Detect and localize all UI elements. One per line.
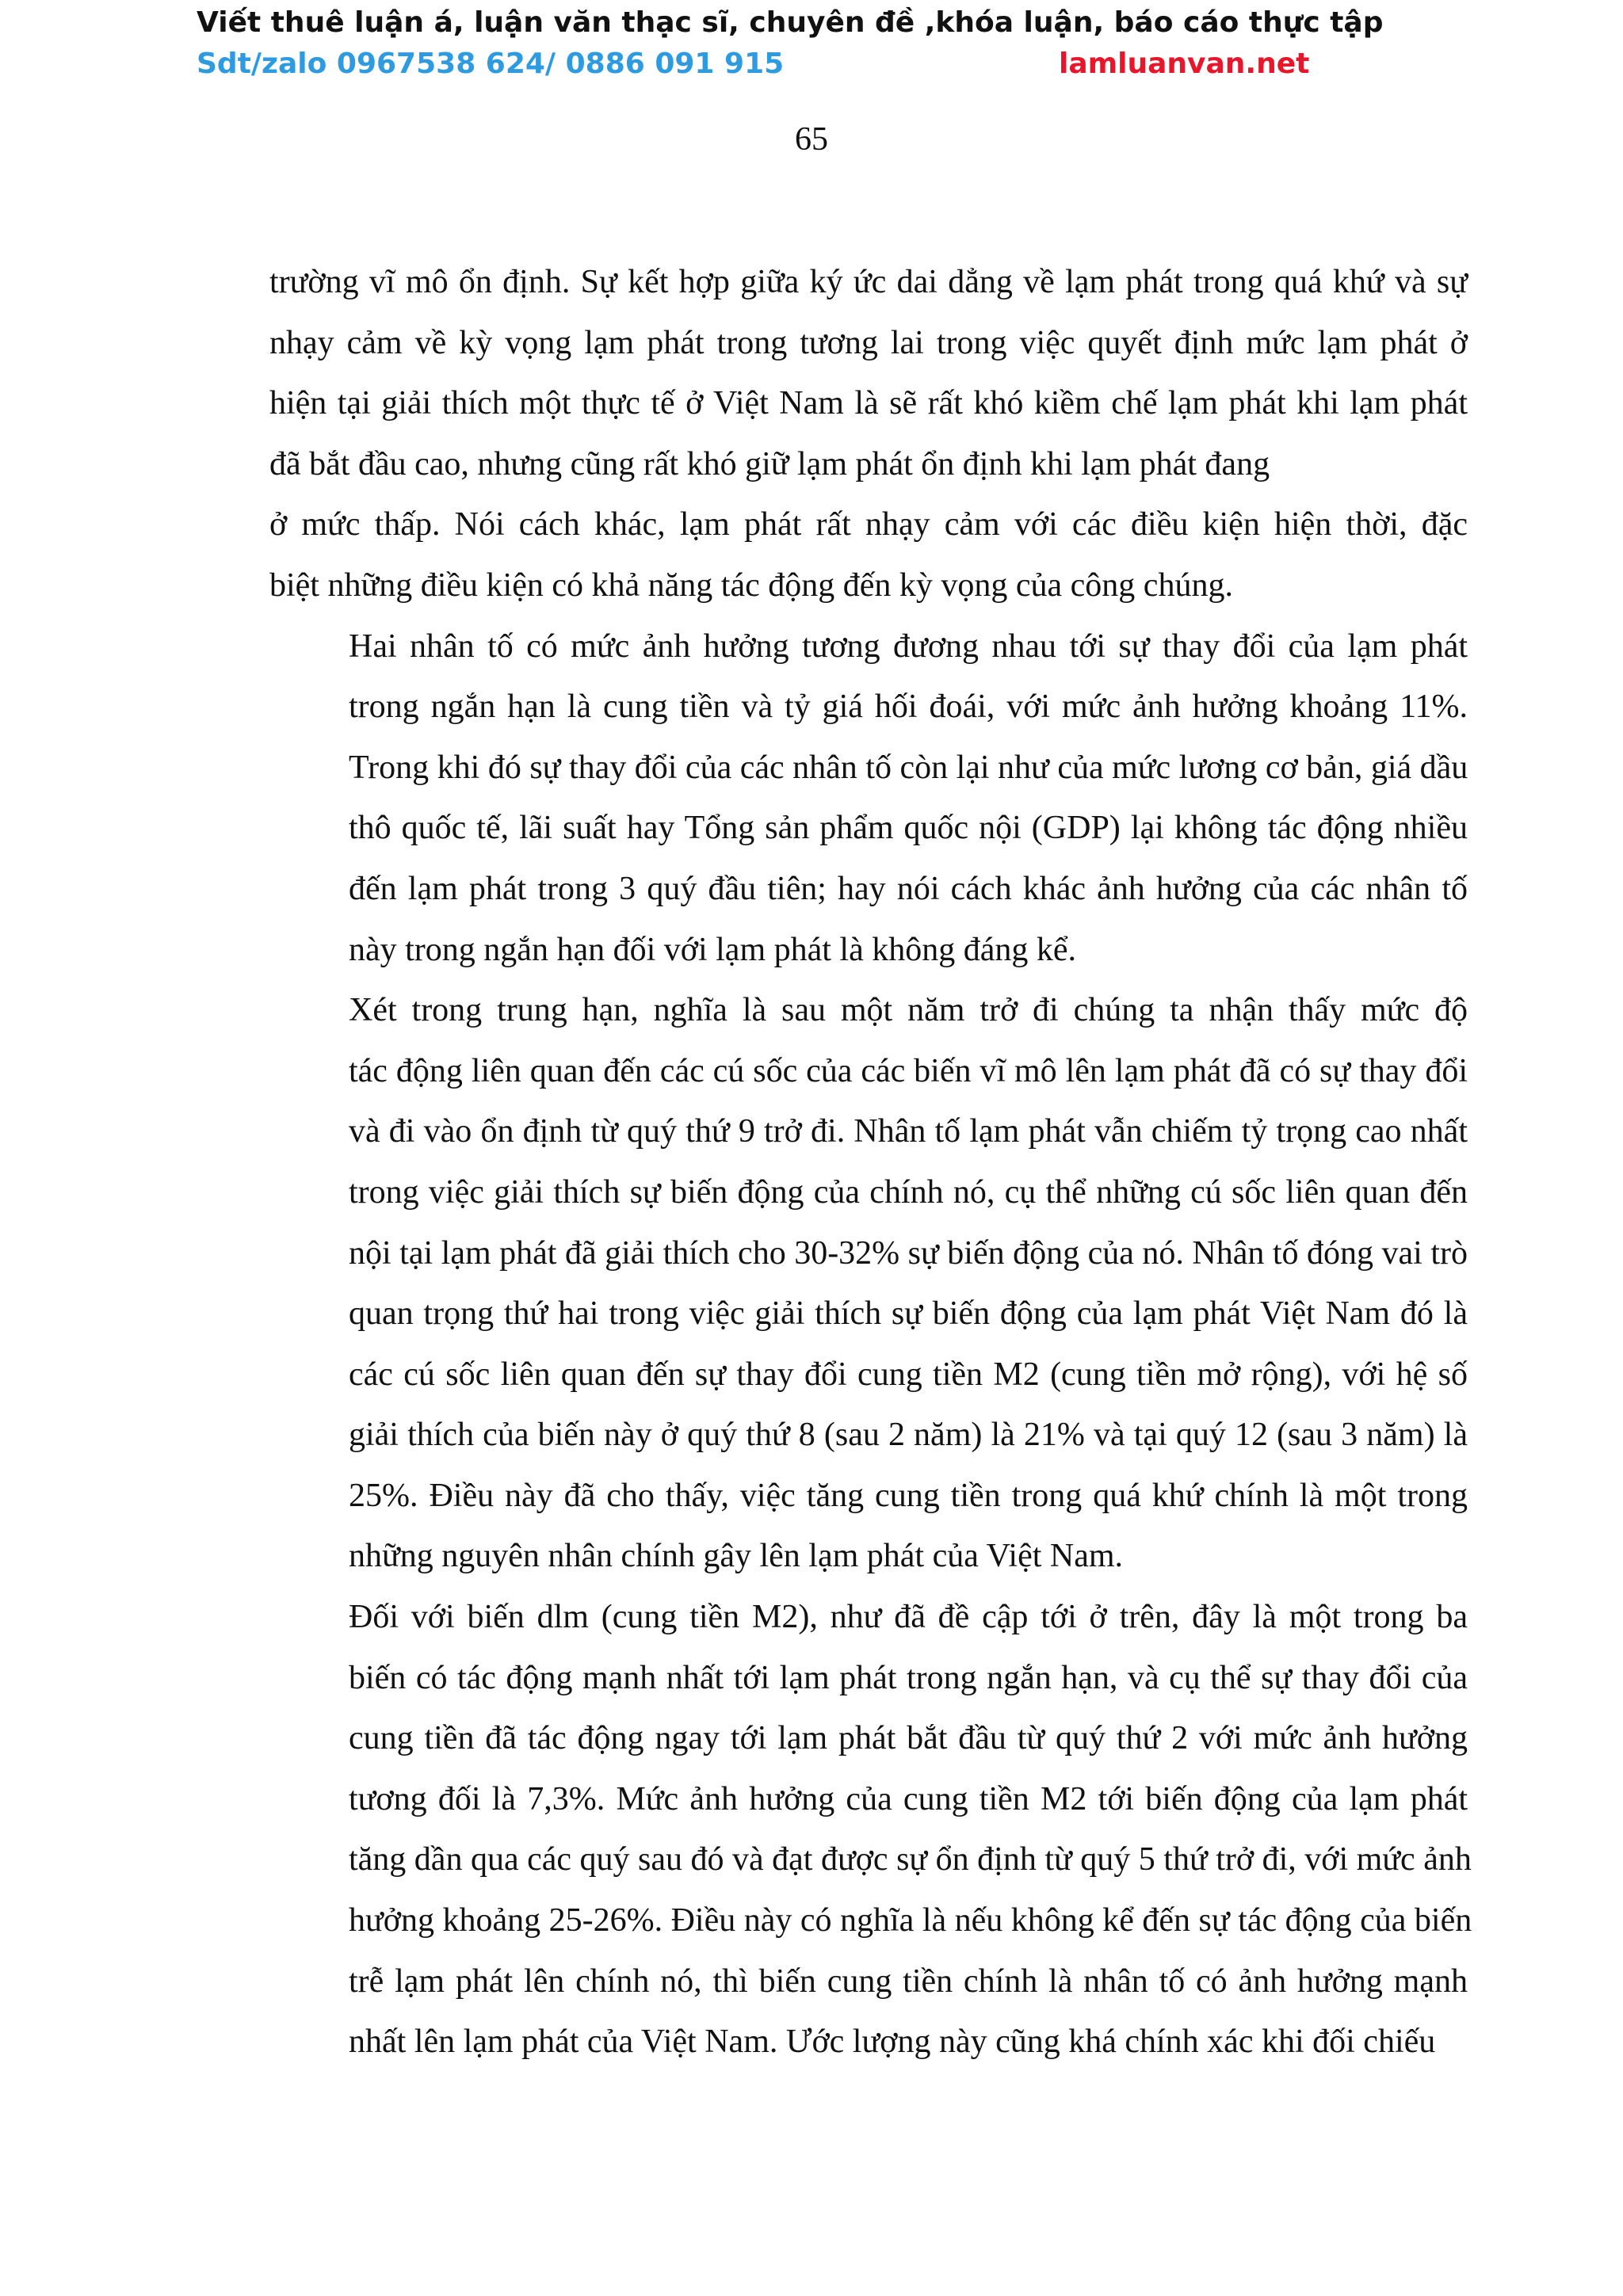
text-line: quan trọng thứ hai trong việc giải thích sự biến động của lạm phát Việt Nam đó là <box>349 1295 1468 1333</box>
text-line: hiện tại giải thích một thực tế ở Việt Nam là sẽ rất khó kiềm chế lạm phát khi lạm phát <box>269 385 1468 422</box>
text-line: tăng dần qua các quý sau đó và đạt được sự ổn định từ quý 5 thứ trở đi, với mức ảnh <box>349 1841 1472 1878</box>
paragraph-4 <box>269 1587 1472 2073</box>
text-line: ở mức thấp. Nói cách khác, lạm phát rất nhạy cảm với các điều kiện hiện thời, đặc <box>269 506 1468 543</box>
text-line: biến có tác động mạnh nhất tới lạm phát trong ngắn hạn, và cụ thể sự thay đổi của <box>349 1659 1468 1696</box>
text-line: nhất lên lạm phát của Việt Nam. Ước lượng này cũng khá chính xác khi đối chiếu <box>349 2023 1436 2061</box>
page-number: 65 <box>795 121 828 158</box>
text-line: đến lạm phát trong 3 quý đầu tiên; hay nói cách khác ảnh hưởng của các nhân tố <box>349 870 1468 907</box>
text-line: tương đối là 7,3%. Mức ảnh hưởng của cung tiền M2 tới biến động của lạm phát <box>349 1780 1468 1817</box>
paragraph-1 <box>269 252 1468 616</box>
text-line: này trong ngắn hạn đối với lạm phát là không đáng kể. <box>349 931 1077 968</box>
text-line: trường vĩ mô ổn định. Sự kết hợp giữa ký ức dai dẳng về lạm phát trong quá khứ và sự <box>269 264 1468 300</box>
text-line: trễ lạm phát lên chính nó, thì biến cung tiền chính là nhân tố có ảnh hưởng mạnh <box>349 1962 1468 2000</box>
text-line: Trong khi đó sự thay đổi của các nhân tố còn lại như của mức lương cơ bản, giá dầu <box>349 749 1468 786</box>
text-line: Xét trong trung hạn, nghĩa là sau một năm trở đi chúng ta nhận thấy mức độ <box>349 992 1468 1029</box>
text-line: biệt những điều kiện có khả năng tác động đến kỳ vọng của công chúng. <box>269 566 1233 604</box>
paragraph-3 <box>269 980 1468 1587</box>
banner-site-link[interactable]: lamluanvan.net <box>1059 48 1310 80</box>
text-line: nội tại lạm phát đã giải thích cho 30-32% sự biến động của nó. Nhân tố đóng vai trò <box>349 1234 1468 1272</box>
text-line: những nguyên nhân chính gây lên lạm phát của Việt Nam. <box>349 1538 1124 1575</box>
text-line: trong ngắn hạn là cung tiền và tỷ giá hối đoái, với mức ảnh hưởng khoảng 11%. <box>349 688 1468 726</box>
text-line: và đi vào ổn định từ quý thứ 9 trở đi. Nhân tố lạm phát vẫn chiếm tỷ trọng cao nhất <box>349 1113 1468 1150</box>
text-line: các cú sốc liên quan đến sự thay đổi cung tiền M2 (cung tiền mở rộng), với hệ số <box>349 1356 1468 1393</box>
text-line: 25%. Điều này đã cho thấy, việc tăng cung tiền trong quá khứ chính là một trong <box>349 1477 1468 1514</box>
text-line: cung tiền đã tác động ngay tới lạm phát bắt đầu từ quý thứ 2 với mức ảnh hưởng <box>349 1720 1468 1757</box>
text-line: tác động liên quan đến các cú sốc của các biến vĩ mô lên lạm phát đã có sự thay đổi <box>349 1052 1468 1089</box>
paragraph-2 <box>269 616 1468 981</box>
text-line: đã bắt đầu cao, nhưng cũng rất khó giữ lạm phát ổn định khi lạm phát đang <box>269 445 1270 482</box>
banner-phone: Sdt/zalo 0967538 624/ 0886 091 915 <box>197 48 785 80</box>
text-line: Đối với biến dlm (cung tiền M2), như đã đề cập tới ở trên, đây là một trong ba <box>349 1599 1468 1636</box>
text-line: Hai nhân tố có mức ảnh hưởng tương đương nhau tới sự thay đổi của lạm phát <box>349 627 1468 665</box>
text-line: hưởng khoảng 25-26%. Điều này có nghĩa là nếu không kể đến sự tác động của biến <box>349 1902 1472 1939</box>
banner-line1: Viết thuê luận á, luận văn thạc sĩ, chuyên đề ,khóa luận, báo cáo thực tập <box>197 6 1384 39</box>
text-line: trong việc giải thích sự biến động của chính nó, cụ thể những cú sốc liên quan đến <box>349 1173 1468 1211</box>
text-line: nhạy cảm về kỳ vọng lạm phát trong tương lai trong việc quyết định mức lạm phát ở <box>269 324 1468 361</box>
text-line: giải thích của biến này ở quý thứ 8 (sau 2 năm) là 21% và tại quý 12 (sau 3 năm) là <box>349 1417 1468 1454</box>
text-line: thô quốc tế, lãi suất hay Tổng sản phẩm quốc nội (GDP) lại không tác động nhiều <box>349 810 1468 847</box>
body-text <box>269 252 1472 2073</box>
